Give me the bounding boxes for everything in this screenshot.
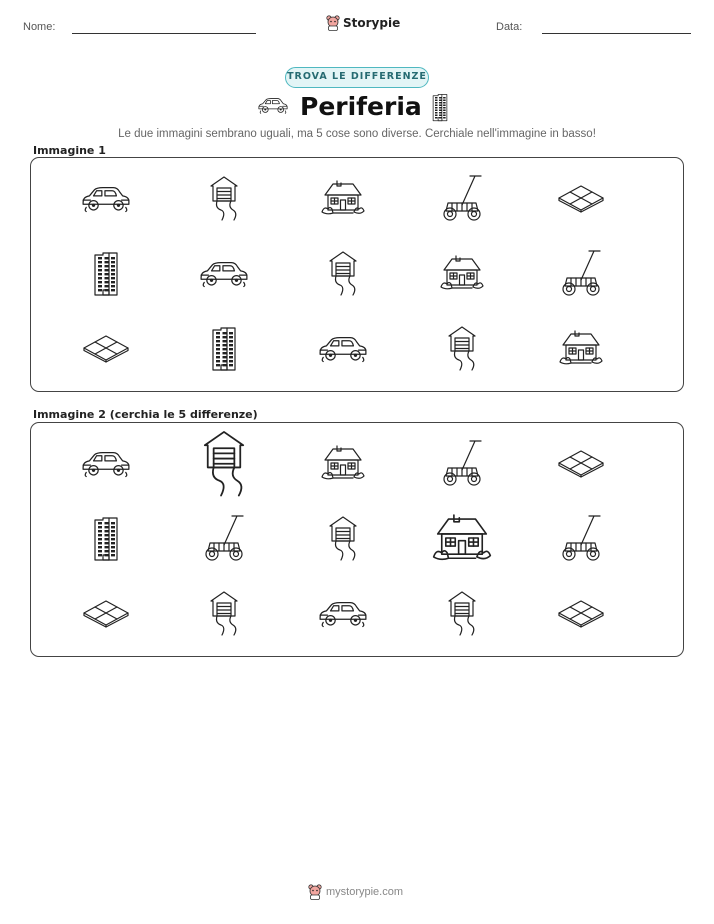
image2-panel[interactable] — [30, 422, 684, 657]
image2-lawnmower-icon[interactable] — [204, 513, 244, 563]
image2-garage-icon[interactable] — [328, 515, 358, 561]
image2-house-icon[interactable] — [430, 511, 494, 565]
name-line[interactable] — [72, 33, 256, 34]
image1-tile-icon — [82, 333, 130, 363]
title-building-icon — [431, 92, 449, 127]
image1-tile-icon — [557, 183, 605, 213]
image1-house-icon — [320, 178, 366, 218]
image2-lawnmower-icon[interactable] — [561, 513, 601, 563]
image2-garage-icon[interactable] — [447, 590, 477, 636]
image1-garage-icon — [328, 250, 358, 296]
image2-car-icon[interactable] — [317, 598, 369, 628]
image1-car-icon — [80, 183, 132, 213]
image1-house-icon — [558, 328, 604, 368]
image2-tile-icon[interactable] — [82, 598, 130, 628]
activity-badge: TROVA LE DIFFERENZE — [285, 67, 429, 88]
image1-car-icon — [198, 258, 250, 288]
image2-garage-icon[interactable] — [209, 590, 239, 636]
image1-building-icon — [92, 249, 120, 297]
footer-url: mystorypie.com — [326, 886, 404, 898]
image2-tile-icon[interactable] — [557, 448, 605, 478]
image2-label: Immagine 2 (cerchia le 5 differenze) — [33, 408, 258, 421]
image2-lawnmower-icon[interactable] — [442, 438, 482, 488]
brand-name: Storypie — [343, 16, 401, 30]
image1-building-icon — [210, 324, 238, 372]
image1-lawnmower-icon — [561, 248, 601, 298]
image1-garage-icon — [447, 325, 477, 371]
footer — [308, 884, 403, 900]
image2-tile-icon[interactable] — [557, 598, 605, 628]
date-label: Data: — [496, 21, 523, 33]
image1-house-icon — [439, 253, 485, 293]
image2-garage-icon[interactable] — [200, 429, 248, 497]
page-title: Periferia — [300, 92, 422, 121]
image1-car-icon — [317, 333, 369, 363]
name-label: Nome: — [23, 21, 56, 33]
image1-panel — [30, 157, 684, 392]
image1-label: Immagine 1 — [33, 144, 106, 157]
image2-house-icon[interactable] — [320, 443, 366, 483]
image2-building-icon[interactable] — [92, 514, 120, 562]
bear-icon — [326, 15, 340, 31]
instructions-text: Le due immagini sembrano uguali, ma 5 cose sono diverse. Cerchiale nell'immagine in basso! — [118, 128, 596, 140]
image1-garage-icon — [209, 175, 239, 221]
date-line[interactable] — [542, 33, 691, 34]
title-car-icon — [256, 96, 290, 119]
bear-icon — [308, 884, 322, 900]
image1-lawnmower-icon — [442, 173, 482, 223]
storypie-logo — [326, 13, 401, 33]
image2-car-icon[interactable] — [80, 448, 132, 478]
